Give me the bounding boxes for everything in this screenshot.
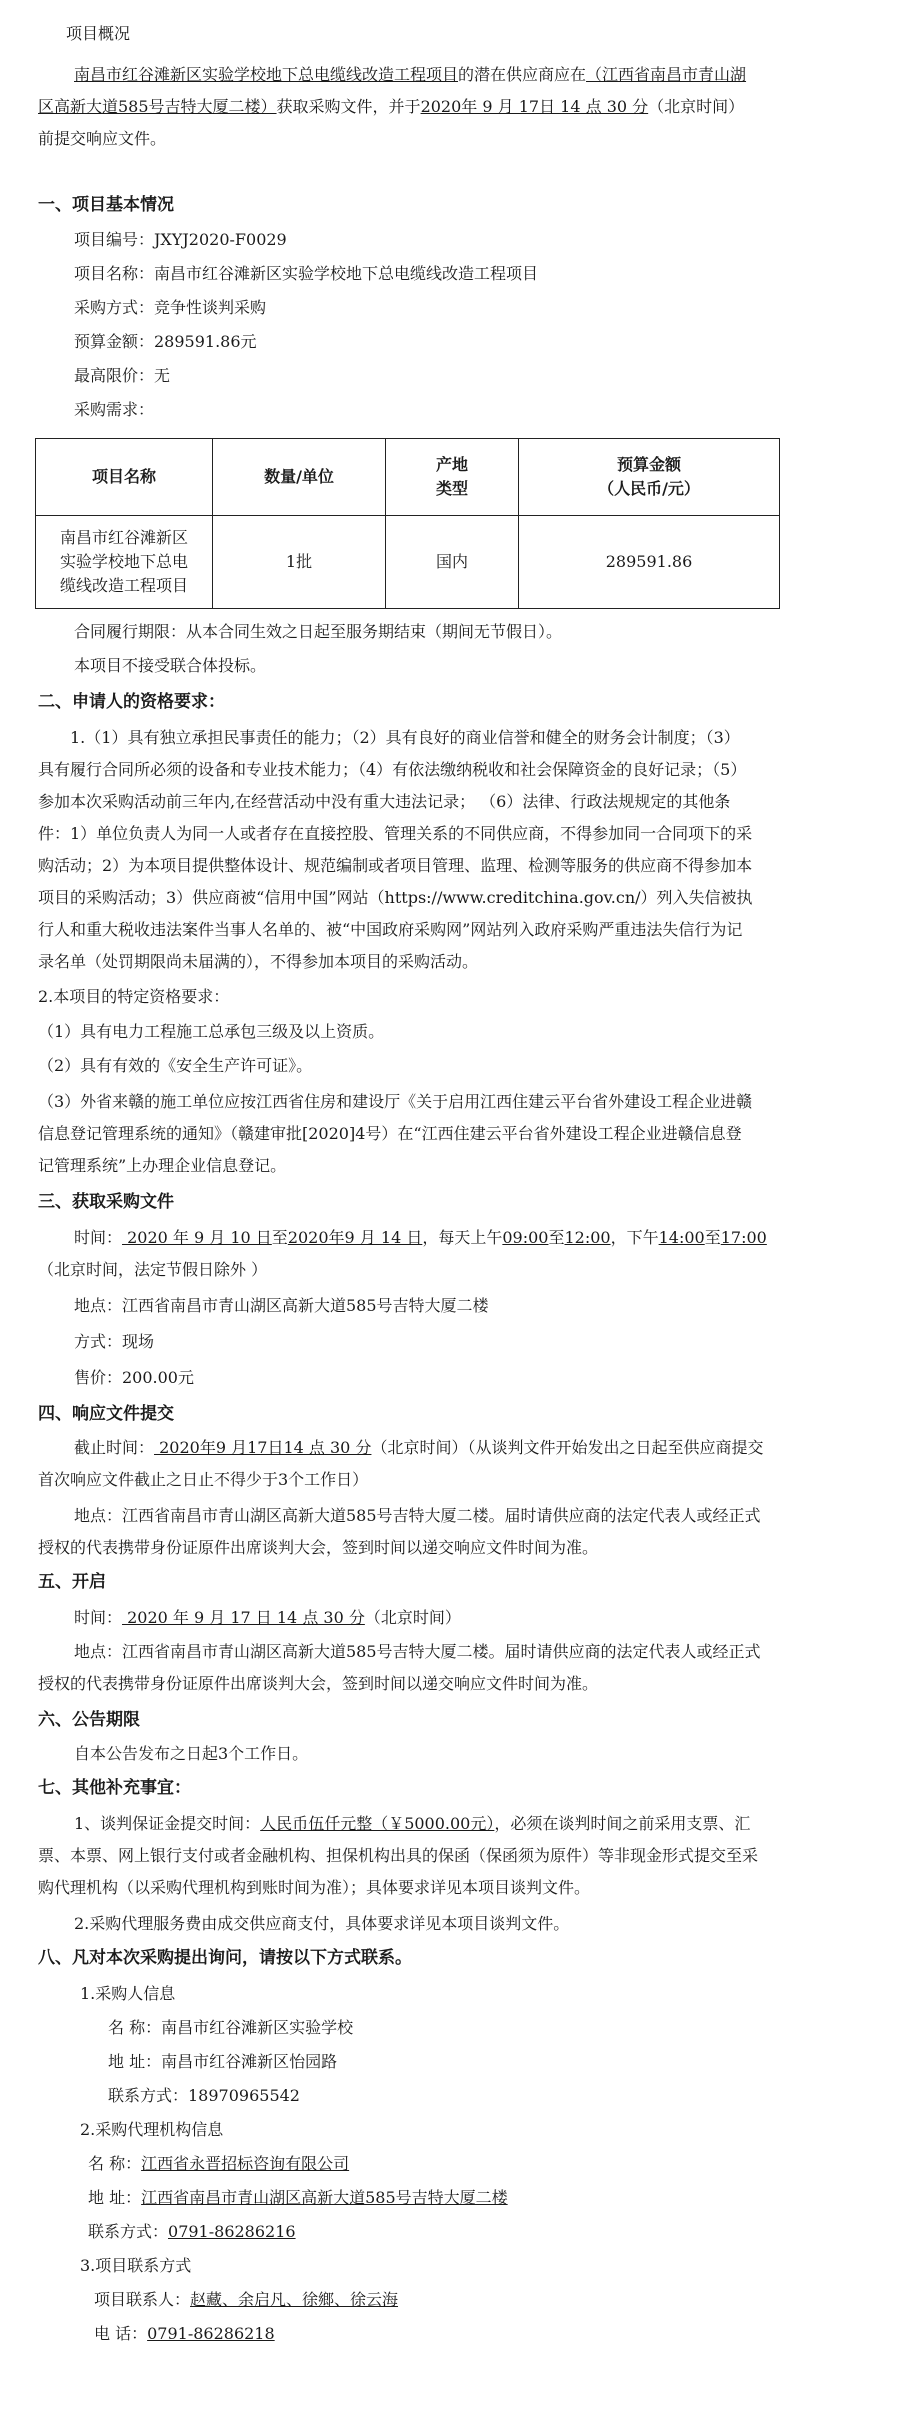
service-fee: 2.采购代理服务费由成交供应商支付，具体要求详见本项目谈判文件。 bbox=[74, 1914, 570, 1933]
requirement-table bbox=[35, 438, 780, 609]
project-contact-person bbox=[94, 2288, 398, 2312]
purchaser-address: 地 址：南昌市红谷滩新区怡园路 bbox=[108, 2052, 338, 2071]
contact-person-label: 项目联系人： bbox=[94, 2290, 191, 2309]
open-place-1: 地点：江西省南昌市青山湖区高新大道585号吉特大厦二楼。届时请供应商的法定代表人或经正式 bbox=[74, 1642, 761, 1661]
notice-period: 自本公告发布之日起3个工作日。 bbox=[74, 1744, 309, 1763]
qual-line-8: 录名单（处罚期限尚未届满的），不得参加本项目的采购活动。 bbox=[38, 952, 479, 971]
open-time-label: 时间： bbox=[74, 1608, 123, 1627]
qual-line-12: （3）外省来赣的施工单位应按江西省住房和建设厅《关于启用江西住建云平台省外建设工程企业进赣 bbox=[38, 1092, 753, 1111]
table-header-row bbox=[36, 439, 780, 516]
qual-line-2: 具有履行合同所必须的设备和专业技术能力；（4）有依法缴纳税收和社会保障资金的良好记录；（5） bbox=[38, 760, 747, 779]
open-time bbox=[74, 1606, 461, 1630]
table-row bbox=[36, 516, 780, 609]
overview-title: 项目概况 bbox=[66, 24, 131, 43]
deposit-text: ，必须在谈判时间之前采用支票、汇 bbox=[494, 1814, 751, 1833]
section-4-title: 四、响应文件提交 bbox=[38, 1404, 174, 1424]
open-time-value: 2020 年 9 月 17 日 14 点 30 分 bbox=[122, 1608, 365, 1627]
open-place-2: 授权的代表携带身份证原件出席谈判大会，签到时间以递交响应文件时间为准。 bbox=[38, 1674, 599, 1693]
procurement-method: 采购方式：竞争性谈判采购 bbox=[74, 298, 267, 317]
overview-project-name: 南昌市红谷滩新区实验学校地下总电缆线改造工程项目 bbox=[74, 65, 459, 84]
th-origin-1: 产地 bbox=[435, 455, 468, 474]
purchaser-phone: 联系方式：18970965542 bbox=[108, 2086, 300, 2105]
qual-line-10: （1）具有电力工程施工总承包三级及以上资质。 bbox=[38, 1022, 385, 1041]
qual-line-4: 件：1）单位负责人为同一人或者存在直接控股、管理关系的不同供应商，不得参加同一合同项下的采 bbox=[38, 824, 753, 843]
td-origin: 国内 bbox=[386, 516, 519, 609]
overview-line-2 bbox=[38, 95, 744, 119]
section-7-title: 七、其他补充事宜： bbox=[38, 1778, 191, 1798]
agency-address bbox=[88, 2186, 508, 2210]
overview-bj: （北京时间） bbox=[648, 97, 745, 116]
pm-to: 至 bbox=[704, 1228, 721, 1247]
deposit-line-3: 购代理机构（以采购代理机构到账时间为准）；具体要求详见本项目谈判文件。 bbox=[38, 1878, 591, 1897]
agency-name bbox=[88, 2152, 349, 2176]
budget-amount: 预算金额：289591.86元 bbox=[74, 332, 257, 351]
overview-text: 的潜在供应商应在 bbox=[458, 65, 587, 84]
section-1-title: 一、项目基本情况 bbox=[38, 195, 174, 215]
qual-line-5: 购活动；2）为本项目提供整体设计、规范编制或者项目管理、监理、检测等服务的供应商不得参加本 bbox=[38, 856, 753, 875]
contact-phone-value: 0791-86286218 bbox=[147, 2324, 275, 2343]
pm-start: 14:00 bbox=[658, 1228, 705, 1247]
purchaser-info-title: 1.采购人信息 bbox=[80, 1984, 176, 2003]
overview-location-2: 区高新大道585号吉特大厦二楼） bbox=[38, 97, 277, 116]
section-5-title: 五、开启 bbox=[38, 1572, 106, 1592]
project-contact-title: 3.项目联系方式 bbox=[80, 2256, 192, 2275]
procurement-need: 采购需求： bbox=[74, 400, 155, 419]
time-to: 至 bbox=[271, 1228, 288, 1247]
time-pm: ，下午 bbox=[610, 1228, 659, 1247]
agency-phone bbox=[88, 2220, 296, 2244]
qual-line-11: （2）具有有效的《安全生产许可证》。 bbox=[38, 1056, 313, 1075]
deadline-label: 截止时间： bbox=[74, 1438, 155, 1457]
submit-place-2: 授权的代表携带身份证原件出席谈判大会，签到时间以递交响应文件时间为准。 bbox=[38, 1538, 599, 1557]
get-doc-time bbox=[74, 1226, 767, 1250]
deposit-line-2: 票、本票、网上银行支付或者金融机构、担保机构出具的保函（保函须为原件）等非现金形式提交至采 bbox=[38, 1846, 759, 1865]
submit-deadline-note-2: 首次响应文件截止之日止不得少于3个工作日） bbox=[38, 1470, 369, 1489]
section-3-title: 三、获取采购文件 bbox=[38, 1192, 174, 1212]
deadline-value: 2020年9 月17日14 点 30 分 bbox=[154, 1438, 372, 1457]
qual-line-7: 行人和重大税收违法案件当事人名单的、被“中国政府采购网”网站列入政府采购严重违法失信行为记 bbox=[38, 920, 743, 939]
overview-deadline: 2020年 9 月 17日 14 点 30 分 bbox=[420, 97, 649, 116]
qual-line-6: 项目的采购活动；3）供应商被“信用中国”网站（https://www.creditchina.gov.cn/）列入失信被执 bbox=[38, 888, 753, 907]
time-start: 2020 年 9 月 10 日 bbox=[122, 1228, 272, 1247]
get-doc-price: 售价：200.00元 bbox=[74, 1368, 194, 1387]
section-2-title: 二、申请人的资格要求： bbox=[38, 692, 225, 712]
th-name: 项目名称 bbox=[36, 439, 213, 516]
project-name: 项目名称：南昌市红谷滩新区实验学校地下总电缆线改造工程项目 bbox=[74, 264, 539, 283]
time-end: 2020年9 月 14 日 bbox=[287, 1228, 423, 1247]
deposit-label: 1、谈判保证金提交时间： bbox=[74, 1814, 261, 1833]
get-doc-place: 地点：江西省南昌市青山湖区高新大道585号吉特大厦二楼 bbox=[74, 1296, 489, 1315]
qual-line-13: 信息登记管理系统的通知》（赣建审批[2020]4号）在“江西住建云平台省外建设工程企业进赣信息登 bbox=[38, 1124, 742, 1143]
qual-line-9: 2.本项目的特定资格要求： bbox=[38, 987, 230, 1006]
agency-phone-label: 联系方式： bbox=[88, 2222, 169, 2241]
pm-end: 17:00 bbox=[720, 1228, 767, 1247]
time-am: ，每天上午 bbox=[422, 1228, 503, 1247]
project-code: 项目编号：JXYJ2020-F0029 bbox=[74, 230, 287, 249]
th-budget-2: （人民币/元） bbox=[598, 479, 700, 498]
time-label: 时间： bbox=[74, 1228, 123, 1247]
qual-line-3: 参加本次采购活动前三年内,在经营活动中没有重大违法记录； （6）法律、行政法规规定的其他条 bbox=[38, 792, 731, 811]
overview-line-3: 前提交响应文件。 bbox=[38, 129, 167, 148]
agency-address-label: 地 址： bbox=[88, 2188, 142, 2207]
contract-period: 合同履行期限：从本合同生效之日起至服务期结束（期间无节假日）。 bbox=[74, 622, 563, 641]
contact-phone-label: 电 话： bbox=[94, 2324, 148, 2343]
th-origin bbox=[386, 439, 519, 516]
am-to: 至 bbox=[548, 1228, 565, 1247]
submit-deadline bbox=[74, 1436, 763, 1460]
qual-line-14: 记管理系统”上办理企业信息登记。 bbox=[38, 1156, 287, 1175]
overview-line-1 bbox=[74, 63, 746, 87]
td-name-2: 实验学校地下总电 bbox=[59, 552, 188, 571]
th-qty: 数量/单位 bbox=[213, 439, 386, 516]
overview-text-2: 获取采购文件，并于 bbox=[276, 97, 421, 116]
deposit-line-1 bbox=[74, 1812, 750, 1836]
td-name bbox=[36, 516, 213, 609]
th-budget-1: 预算金额 bbox=[616, 455, 681, 474]
purchaser-name: 名 称：南昌市红谷滩新区实验学校 bbox=[108, 2018, 354, 2037]
th-budget bbox=[519, 439, 780, 516]
get-doc-mode: 方式：现场 bbox=[74, 1332, 155, 1351]
am-end: 12:00 bbox=[564, 1228, 611, 1247]
qual-line-1: 1.（1）具有独立承担民事责任的能力；（2）具有良好的商业信誉和健全的财务会计制度；（3） bbox=[70, 728, 740, 747]
agency-name-value: 江西省永晋招标咨询有限公司 bbox=[141, 2154, 350, 2173]
td-qty: 1批 bbox=[213, 516, 386, 609]
overview-location: （江西省南昌市青山湖 bbox=[586, 65, 747, 84]
project-contact-phone bbox=[94, 2322, 275, 2346]
agency-name-label: 名 称： bbox=[88, 2154, 142, 2173]
max-price: 最高限价：无 bbox=[74, 366, 171, 385]
section-8-title: 八、凡对本次采购提出询问，请按以下方式联系。 bbox=[38, 1948, 412, 1968]
submit-place-1: 地点：江西省南昌市青山湖区高新大道585号吉特大厦二楼。届时请供应商的法定代表人或经正式 bbox=[74, 1506, 761, 1525]
deposit-amount: 人民币伍仟元整（￥5000.00元） bbox=[260, 1814, 495, 1833]
td-name-3: 缆线改造工程项目 bbox=[59, 576, 188, 595]
agency-info-title: 2.采购代理机构信息 bbox=[80, 2120, 224, 2139]
td-name-1: 南昌市红谷滩新区 bbox=[59, 528, 188, 547]
open-time-note: （北京时间） bbox=[364, 1608, 461, 1627]
th-origin-2: 类型 bbox=[435, 479, 468, 498]
am-start: 09:00 bbox=[502, 1228, 549, 1247]
deadline-note: （北京时间）（从谈判文件开始发出之日起至供应商提交 bbox=[371, 1438, 764, 1457]
agency-phone-value: 0791-86286216 bbox=[168, 2222, 296, 2241]
get-doc-time-note: （北京时间，法定节假日除外 ） bbox=[38, 1260, 268, 1279]
td-budget: 289591.86 bbox=[519, 516, 780, 609]
contact-person-value: 赵藏、余启凡、徐鄉、徐云海 bbox=[190, 2290, 399, 2309]
consortium-note: 本项目不接受联合体投标。 bbox=[74, 656, 267, 675]
agency-address-value: 江西省南昌市青山湖区高新大道585号吉特大厦二楼 bbox=[141, 2188, 508, 2207]
section-6-title: 六、公告期限 bbox=[38, 1710, 140, 1730]
